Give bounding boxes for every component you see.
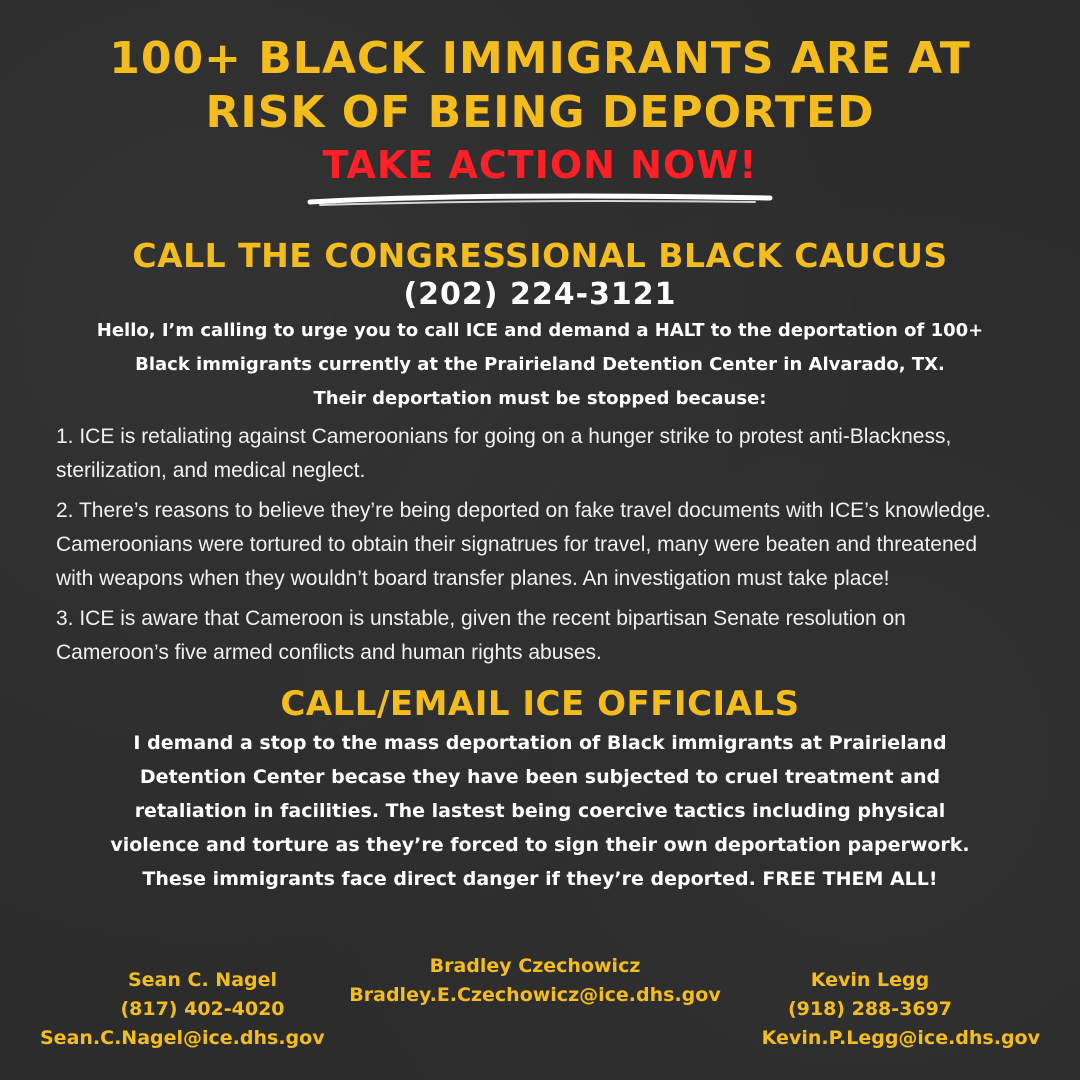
- brush-underline-icon: [300, 190, 780, 210]
- contact-name: Kevin Legg: [810, 969, 930, 991]
- reason-item: 1. ICE is retaliating against Cameroonians for going on a hunger strike to protest anti-Blackness, sterilization, and medical neglect.: [56, 425, 952, 482]
- call-script-line-1: Hello, I’m calling to urge you to call ICE and demand a HALT to the deportation of 100+: [96, 320, 984, 341]
- contact-email[interactable]: Bradley.E.Czechowicz@ice.dhs.gov: [349, 984, 721, 1006]
- contact-phone[interactable]: (918) 288-3697: [787, 998, 953, 1020]
- contact-email[interactable]: Sean.C.Nagel@ice.dhs.gov: [40, 1027, 325, 1049]
- call-script-line-2: Black immigrants currently at the Prairieland Detention Center in Alvarado, TX.: [135, 354, 945, 375]
- demand-statement: [40, 726, 1040, 896]
- headline-line-2: RISK OF BEING DEPORTED: [205, 87, 875, 138]
- demand-line-4: violence and torture as they’re forced to sign their own deportation paperwork.: [110, 834, 970, 856]
- demand-line-1: I demand a stop to the mass deportation of Black immigrants at Prairieland: [133, 732, 947, 754]
- headline-line-1: 100+ BLACK IMMIGRANTS ARE AT: [109, 33, 971, 84]
- demand-line-2: Detention Center becase they have been subjected to cruel treatment and: [139, 766, 941, 788]
- contact-bradley-czechowicz: [318, 952, 752, 1010]
- reasons-list: [40, 420, 1040, 670]
- contacts: [0, 950, 1080, 1080]
- contact-email[interactable]: Kevin.P.Legg@ice.dhs.gov: [761, 1027, 1040, 1049]
- reason-item: 2. There’s reasons to believe they’re being deported on fake travel documents with ICE’s knowledge. Cameroonians were tortured to obtain their signatrues for travel, many were beaten and threatened with weapons when they wouldn’t board transfer planes. An investigation must take place!: [56, 499, 992, 590]
- cbc-phone: (202) 224-3121: [403, 277, 677, 312]
- ice-section-title: CALL/EMAIL ICE OFFICIALS: [280, 684, 800, 724]
- reason-item: 3. ICE is aware that Cameroon is unstable, given the recent bipartisan Senate resolution on Cameroon’s five armed conflicts and human rights abuses.: [56, 607, 906, 664]
- call-script-line-3: Their deportation must be stopped because:: [313, 388, 767, 409]
- demand-line-3: retaliation in facilities. The lastest being coercive tactics including physical: [134, 800, 946, 822]
- contact-name: Bradley Czechowicz: [429, 955, 641, 977]
- call-script: [40, 314, 1040, 416]
- take-action-callout: TAKE ACTION NOW!: [322, 143, 758, 187]
- contact-sean-nagel: [40, 966, 365, 1053]
- contact-name: Sean C. Nagel: [127, 969, 278, 991]
- headline: [40, 32, 1040, 140]
- contact-phone[interactable]: (817) 402-4020: [120, 998, 285, 1020]
- contact-kevin-legg: [700, 966, 1040, 1053]
- demand-line-5: These immigrants face direct danger if they’re deported. FREE THEM ALL!: [142, 868, 938, 890]
- cbc-section-title: CALL THE CONGRESSIONAL BLACK CAUCUS: [132, 236, 948, 275]
